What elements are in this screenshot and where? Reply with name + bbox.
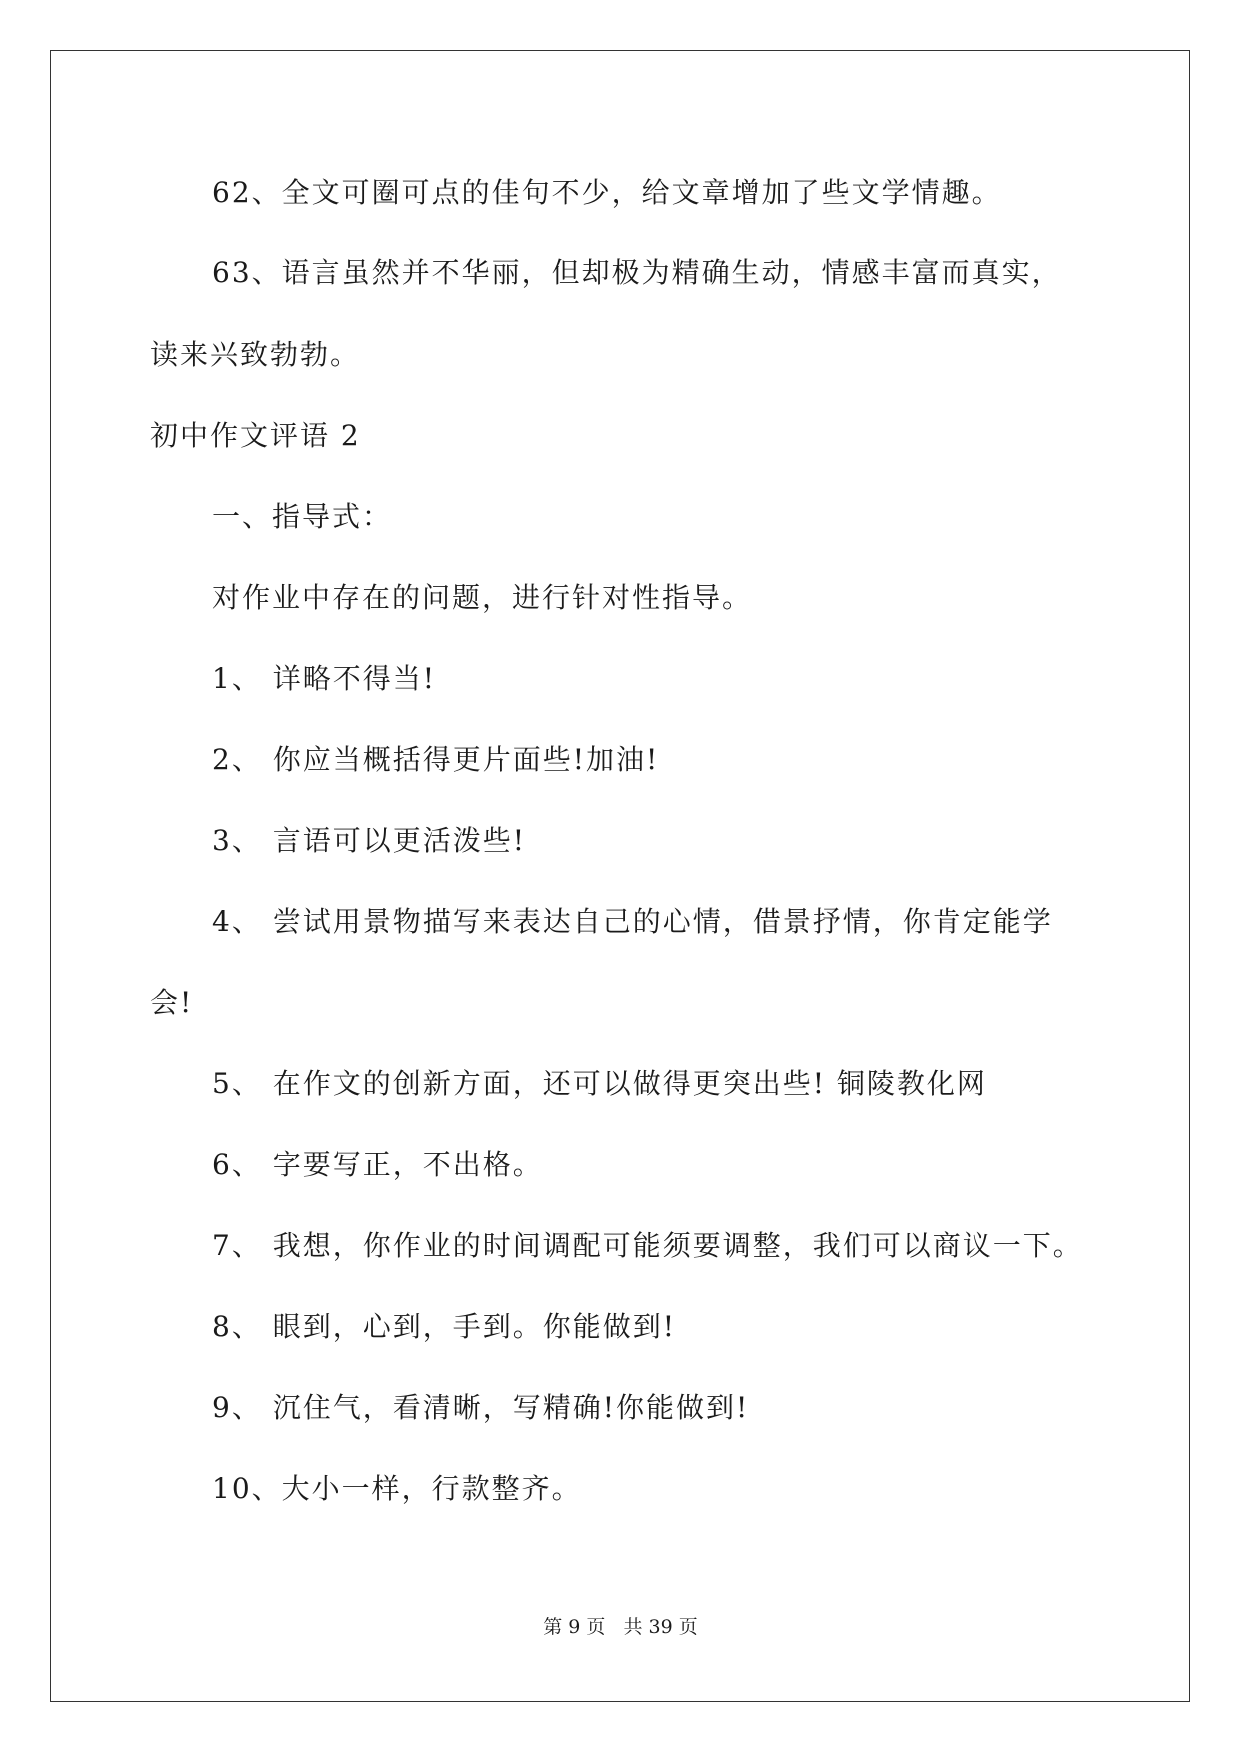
page-border — [50, 50, 1190, 1702]
subsection-intro: 对作业中存在的问题，进行针对性指导。 — [212, 581, 753, 614]
list-item-5: 5、 在作文的创新方面，还可以做得更突出些! 铜陵教化网 — [212, 1067, 987, 1100]
subsection-heading: 一、指导式： — [212, 500, 393, 533]
list-item-3: 3、 言语可以更活泼些! — [212, 824, 526, 857]
paragraph-comment-62: 62、全文可圈可点的佳句不少，给文章增加了些文学情趣。 — [212, 176, 1002, 209]
list-item-2: 2、 你应当概括得更片面些!加油! — [212, 743, 660, 776]
list-item-1: 1、 详略不得当! — [212, 662, 436, 695]
list-item-9: 9、 沉住气，看清晰，写精确!你能做到! — [212, 1391, 750, 1424]
paragraph-comment-63-continued: 读来兴致勃勃。 — [150, 338, 361, 371]
paragraph-comment-63: 63、语言虽然并不华丽，但却极为精确生动，情感丰富而真实， — [212, 256, 1062, 289]
list-item-6: 6、 字要写正，不出格。 — [212, 1148, 543, 1181]
section-heading: 初中作文评语 2 — [150, 419, 361, 452]
list-item-7: 7、 我想，你作业的时间调配可能须要调整，我们可以商议一下。 — [212, 1229, 1083, 1262]
page-number-footer: 第 9 页 共 39 页 — [543, 1616, 698, 1638]
list-item-4: 4、 尝试用景物描写来表达自己的心情，借景抒情，你肯定能学 — [212, 905, 1053, 938]
list-item-10: 10、大小一样，行款整齐。 — [212, 1472, 582, 1505]
list-item-4-continued: 会! — [150, 986, 194, 1019]
list-item-8: 8、 眼到，心到，手到。你能做到! — [212, 1310, 676, 1343]
